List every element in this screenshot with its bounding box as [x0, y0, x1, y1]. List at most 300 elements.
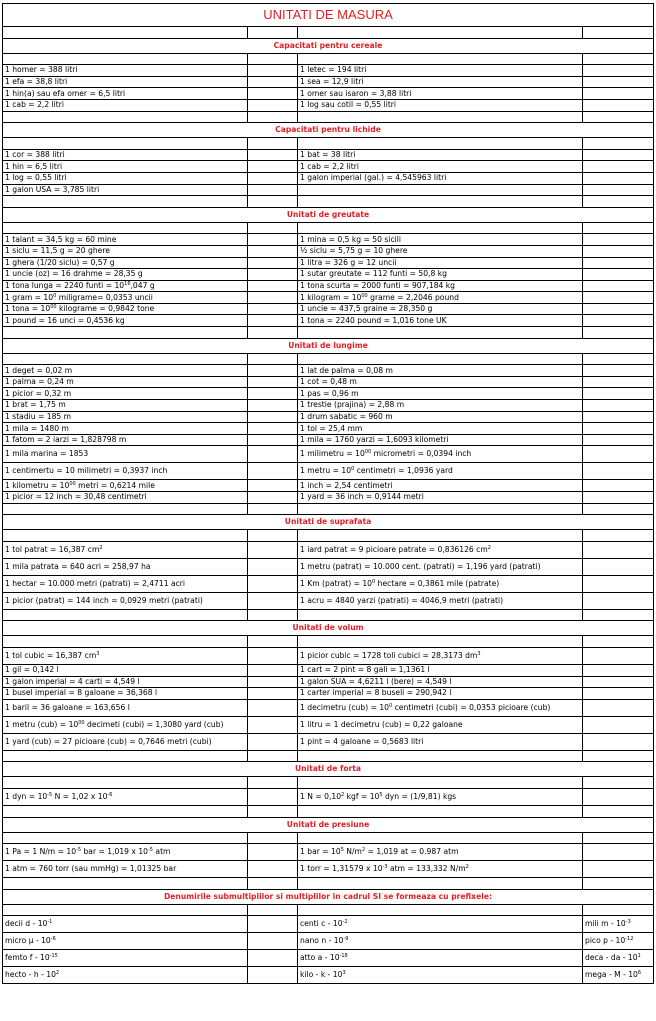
unit-row — [3, 376, 654, 388]
unit-row — [3, 411, 654, 423]
unit-cell-right: 1 tona scurta = 2000 funti = 907,184 kg — [298, 280, 583, 292]
prefix-cell: atto a - $10^{-18}$ — [298, 950, 583, 967]
exponent: -3 — [382, 864, 388, 871]
empty-cell — [248, 861, 298, 878]
unit-cell-left: 1 deget = 0,02 m — [3, 365, 248, 377]
empty-cell — [583, 558, 654, 575]
unit-row — [3, 647, 654, 664]
unit-row — [3, 480, 654, 492]
empty-cell — [248, 530, 298, 542]
empty-cell — [298, 138, 583, 150]
empty-cell — [248, 636, 298, 648]
unit-cell-right: 1 iard patrat = 9 picioare patrate = 0,836126 $cm^2$ — [298, 541, 583, 558]
unit-cell-right: 1 mina = 0,5 kg = 50 sicili — [298, 234, 583, 246]
unit-cell-right: 1 letec = 194 litri — [298, 65, 583, 77]
prefix-row — [3, 916, 654, 933]
exponent: -9 — [343, 936, 349, 943]
empty-cell — [248, 750, 298, 762]
empty-cell — [583, 184, 654, 196]
exponent: -15 — [49, 953, 58, 960]
empty-cell — [583, 388, 654, 400]
empty-cell — [583, 463, 654, 480]
unit-row — [3, 172, 654, 184]
exponent: -6 — [50, 936, 56, 943]
superscript: 3 — [477, 650, 481, 657]
empty-cell — [298, 805, 583, 817]
empty-cell — [583, 423, 654, 435]
unit-row — [3, 558, 654, 575]
empty-cell — [583, 149, 654, 161]
empty-cell — [248, 844, 298, 861]
section-header-row — [3, 38, 654, 53]
empty-cell — [298, 503, 583, 515]
empty-cell — [248, 234, 298, 246]
unit-cell-right: 1 uncie = 437,5 graine = 28,350 g — [298, 303, 583, 315]
unit-cell-left: 1 Pa = 1 $N/m = 10^{-5}$ bar = 1,019 x $10^{-5}$ atm — [3, 844, 248, 861]
empty-cell — [3, 503, 248, 515]
prefix-cell: centi c - $10^{-2}$ — [298, 916, 583, 933]
empty-cell — [583, 805, 654, 817]
empty-cell — [583, 280, 654, 292]
unit-row — [3, 245, 654, 257]
empty-cell — [583, 65, 654, 77]
empty-cell — [248, 503, 298, 515]
section-header-row — [3, 889, 654, 904]
empty-cell — [248, 575, 298, 592]
unit-cell-right: 1 torr = 1,31579 x $10^{-3}$ atm = 133,332 $N/m^2$ — [298, 861, 583, 878]
unit-cell-right: 1 kilogram = $10^{00}$ grame = 2,2046 pound — [298, 292, 583, 304]
section-header-row — [3, 338, 654, 353]
empty-cell — [248, 805, 298, 817]
unit-cell-left: 1 tol patrat = 16,387 $cm^2$ — [3, 541, 248, 558]
empty-cell — [248, 172, 298, 184]
title-row — [3, 4, 654, 27]
unit-cell-right: 1 bar = $10^5$ $N/m^2 = 1,019$ at = 0.987 atm — [298, 844, 583, 861]
empty-cell — [248, 53, 298, 65]
empty-cell — [3, 904, 248, 916]
unit-cell-right: 1 carter imperial = 8 buseli = 290,942 l — [298, 688, 583, 700]
empty-cell — [583, 904, 654, 916]
empty-cell — [583, 327, 654, 339]
exponent: 0 — [389, 702, 393, 709]
empty-cell — [3, 27, 248, 39]
unit-row — [3, 861, 654, 878]
unit-row — [3, 76, 654, 88]
exponent: 5 — [379, 791, 383, 798]
unit-cell-right: 1 galon imperial (gal.) = 4,545963 litri — [298, 172, 583, 184]
empty-cell — [583, 861, 654, 878]
unit-row — [3, 400, 654, 412]
unit-row — [3, 716, 654, 733]
empty-cell — [248, 832, 298, 844]
unit-row — [3, 575, 654, 592]
section-header: Unitati de lungime — [3, 338, 654, 353]
unit-cell-right: 1 omer sau isaron = 3,88 litri — [298, 88, 583, 100]
section-header: Denumirile submultiplilor si multiplilor in cadrul SI se formeaza cu prefixele: — [3, 889, 654, 904]
unit-cell-right: 1 cot = 0,48 m — [298, 376, 583, 388]
empty-cell — [248, 149, 298, 161]
unit-row — [3, 788, 654, 805]
empty-cell — [248, 699, 298, 716]
unit-cell-left: 1 yard (cub) = 27 picioare (cub) = 0,7646 metri (cubi) — [3, 733, 248, 750]
section-header-row — [3, 621, 654, 636]
empty-cell — [298, 353, 583, 365]
empty-cell — [248, 904, 298, 916]
empty-cell — [298, 530, 583, 542]
empty-cell — [3, 111, 248, 123]
empty-cell — [583, 541, 654, 558]
unit-cell-right: 1 inch = 2,54 centimetri — [298, 480, 583, 492]
exponent: -12 — [625, 936, 634, 943]
empty-cell — [248, 788, 298, 805]
empty-cell — [583, 99, 654, 111]
unit-cell-left: 1 mila = 1480 m — [3, 423, 248, 435]
section-header-row — [3, 762, 654, 777]
unit-cell-left: 1 tona = $10^{00}$ kilograme = 0,9842 tone — [3, 303, 248, 315]
exponent: 1 — [637, 953, 641, 960]
empty-cell — [583, 88, 654, 100]
unit-row — [3, 388, 654, 400]
empty-cell — [248, 434, 298, 446]
unit-cell-right: 1 yard = 36 inch = 0,9144 metri — [298, 492, 583, 504]
empty-cell — [248, 353, 298, 365]
empty-cell — [248, 76, 298, 88]
prefix-cell: kilo - k - $10^3$ — [298, 967, 583, 984]
spacer-row — [3, 222, 654, 234]
unit-cell-left: 1 tol cubic = 16,387 $cm^3$ — [3, 647, 248, 664]
superscript: 3 — [96, 650, 100, 657]
unit-cell-right — [298, 184, 583, 196]
unit-cell-left: 1 centimertu = 10 milimetri = 0,3937 inch — [3, 463, 248, 480]
unit-cell-left: 1 log = 0,55 litri — [3, 172, 248, 184]
exponent: 00 — [69, 480, 76, 487]
empty-cell — [248, 365, 298, 377]
section-header: Unitati de presiune — [3, 817, 654, 832]
empty-cell — [3, 222, 248, 234]
spacer-row — [3, 805, 654, 817]
unit-cell-left: 1 siclu = 11,5 g = 20 ghere — [3, 245, 248, 257]
empty-cell — [248, 592, 298, 609]
empty-cell — [3, 777, 248, 789]
empty-cell — [583, 27, 654, 39]
unit-cell-right: ½ siclu = 5,75 g = 10 ghere — [298, 245, 583, 257]
empty-cell — [298, 27, 583, 39]
empty-cell — [248, 196, 298, 208]
empty-cell — [583, 196, 654, 208]
prefix-cell: hecto - h - $10^2$ — [3, 967, 248, 984]
unit-cell-left: 1 talant = 34,5 kg = 60 mine — [3, 234, 248, 246]
unit-row — [3, 257, 654, 269]
empty-cell — [583, 257, 654, 269]
empty-cell — [583, 446, 654, 463]
empty-cell — [583, 733, 654, 750]
empty-cell — [248, 492, 298, 504]
unit-cell-right: 1 bat = 38 litri — [298, 149, 583, 161]
empty-cell — [583, 111, 654, 123]
unit-cell-left: 1 galon imperial = 4 carti = 4,549 l — [3, 676, 248, 688]
unit-cell-left: 1 stadiu = 185 m — [3, 411, 248, 423]
unit-row — [3, 234, 654, 246]
unit-cell-right: 1 pint = 4 galoane = 0,5683 litri — [298, 733, 583, 750]
empty-cell — [248, 967, 298, 984]
unit-cell-right: 1 drum sabatic = 960 m — [298, 411, 583, 423]
unit-cell-right: 1 sutar greutate = 112 funti = 50,8 kg — [298, 269, 583, 281]
unit-cell-left: 1 kilometru = $10^{00}$ metri = 0,6214 mile — [3, 480, 248, 492]
spacer-row — [3, 777, 654, 789]
unit-cell-left: 1 brat = 1,75 m — [3, 400, 248, 412]
unit-cell-left: 1 fatom = 2 iarzi = 1,828798 m — [3, 434, 248, 446]
spacer-row — [3, 111, 654, 123]
prefix-cell: deca - da - $10^1$ — [583, 950, 654, 967]
spacer-row — [3, 27, 654, 39]
unit-cell-right: 1 $N = 0,10^2$ kgf = $10^5$ dyn = (1/9,81) kgs — [298, 788, 583, 805]
empty-cell — [248, 558, 298, 575]
empty-cell — [248, 257, 298, 269]
empty-cell — [248, 933, 298, 950]
empty-cell — [583, 365, 654, 377]
unit-row — [3, 365, 654, 377]
unit-cell-right: 1 pas = 0,96 m — [298, 388, 583, 400]
empty-cell — [248, 280, 298, 292]
empty-cell — [248, 303, 298, 315]
empty-cell — [248, 664, 298, 676]
empty-cell — [248, 138, 298, 150]
empty-cell — [583, 664, 654, 676]
empty-cell — [248, 27, 298, 39]
spacer-row — [3, 138, 654, 150]
unit-cell-left: 1 ghera (1/20 siclu) = 0,57 g — [3, 257, 248, 269]
empty-cell — [298, 878, 583, 890]
prefix-row — [3, 967, 654, 984]
exponent: -5 — [47, 791, 53, 798]
empty-cell — [248, 245, 298, 257]
unit-row — [3, 463, 654, 480]
section-header: Unitati de suprafata — [3, 515, 654, 530]
empty-cell — [248, 676, 298, 688]
empty-cell — [583, 234, 654, 246]
unit-cell-right: 1 lat de palma = 0,08 m — [298, 365, 583, 377]
empty-cell — [248, 446, 298, 463]
empty-cell — [583, 503, 654, 515]
spacer-row — [3, 832, 654, 844]
empty-cell — [248, 609, 298, 621]
empty-cell — [583, 575, 654, 592]
unit-cell-left: 1 picior = 0,32 m — [3, 388, 248, 400]
empty-cell — [298, 222, 583, 234]
spacer-row — [3, 609, 654, 621]
exponent: 0 — [351, 466, 355, 473]
unit-cell-right: 1 litra = 326 g = 12 uncii — [298, 257, 583, 269]
unit-row — [3, 664, 654, 676]
unit-row — [3, 292, 654, 304]
empty-cell — [298, 53, 583, 65]
empty-cell — [583, 878, 654, 890]
unit-row — [3, 269, 654, 281]
exponent: 0 — [53, 292, 57, 299]
empty-cell — [583, 750, 654, 762]
empty-cell — [298, 636, 583, 648]
empty-cell — [248, 777, 298, 789]
exponent: 00 — [78, 719, 85, 726]
empty-cell — [583, 788, 654, 805]
exponent: 3 — [342, 970, 346, 977]
empty-cell — [583, 592, 654, 609]
empty-cell — [583, 269, 654, 281]
unit-cell-right: 1 picior cubic = 1728 toli cubici = 28,3173 $dm^3$ — [298, 647, 583, 664]
empty-cell — [248, 65, 298, 77]
section-header: Unitati de greutate — [3, 207, 654, 222]
empty-cell — [248, 161, 298, 173]
unit-cell-left: 1 hin = 6,5 litri — [3, 161, 248, 173]
section-header-row — [3, 207, 654, 222]
exponent: 16 — [124, 280, 131, 287]
empty-cell — [298, 327, 583, 339]
section-header-row — [3, 817, 654, 832]
unit-cell-left: 1 tona lunga = 2240 funti = $10^{16},047$ g — [3, 280, 248, 292]
unit-row — [3, 65, 654, 77]
empty-cell — [248, 292, 298, 304]
spacer-row — [3, 196, 654, 208]
section-header: Unitati de forta — [3, 762, 654, 777]
empty-cell — [583, 844, 654, 861]
unit-cell-left: 1 mila patrata = 640 acri = 258,97 ha — [3, 558, 248, 575]
spacer-row — [3, 750, 654, 762]
exponent: 0 — [372, 578, 376, 585]
exponent: 2 — [465, 864, 469, 871]
unit-cell-right: 1 cart = 2 pint = 8 gali = 1,1361 l — [298, 664, 583, 676]
spacer-row — [3, 353, 654, 365]
section-header-row — [3, 123, 654, 138]
unit-row — [3, 184, 654, 196]
unit-row — [3, 699, 654, 716]
empty-cell — [248, 733, 298, 750]
page-title: UNITATI DE MASURA — [3, 4, 654, 27]
empty-cell — [248, 423, 298, 435]
exponent: -5 — [76, 847, 82, 854]
empty-cell — [583, 480, 654, 492]
unit-cell-left: 1 picior = 12 inch = 30,48 centimetri — [3, 492, 248, 504]
exponent: 00 — [364, 449, 372, 456]
empty-cell — [248, 950, 298, 967]
empty-cell — [583, 315, 654, 327]
empty-cell — [3, 609, 248, 621]
empty-cell — [583, 699, 654, 716]
unit-cell-left: 1 mila marina = 1853 — [3, 446, 248, 463]
unit-cell-right: 1 milimetru = $10^{00}$ micrometri = 0,0394 inch — [298, 446, 583, 463]
exponent: -6 — [107, 791, 113, 798]
exponent: -18 — [339, 953, 348, 960]
empty-cell — [298, 904, 583, 916]
empty-cell — [248, 222, 298, 234]
spacer-row — [3, 878, 654, 890]
empty-cell — [248, 916, 298, 933]
exponent: 00 — [50, 304, 57, 311]
empty-cell — [248, 327, 298, 339]
prefix-cell: mega - M - $10^6$ — [583, 967, 654, 984]
empty-cell — [583, 636, 654, 648]
superscript: 2 — [487, 544, 491, 551]
section-header: Capacitati pentru lichide — [3, 123, 654, 138]
exponent: -2 — [342, 919, 348, 926]
empty-cell — [583, 353, 654, 365]
empty-cell — [248, 388, 298, 400]
exponent: 2 — [341, 791, 345, 798]
unit-cell-left: 1 hectar = 10.000 metri (patrati) = 2,4711 acri — [3, 575, 248, 592]
exponent: 2 — [361, 847, 366, 854]
empty-cell — [3, 353, 248, 365]
exponent: 2 — [55, 970, 60, 977]
empty-cell — [583, 292, 654, 304]
empty-cell — [583, 245, 654, 257]
unit-cell-left: 1 gram = $10^0$ miligrame= 0,0353 uncii — [3, 292, 248, 304]
unit-cell-right: 1 decimetru $(cub) = 10^0$ centimetri (cubi) = 0,0353 picioare (cub) — [298, 699, 583, 716]
exponent: -3 — [625, 919, 631, 926]
empty-cell — [583, 303, 654, 315]
prefix-cell: decii d - $10^{-1}$ — [3, 916, 248, 933]
unit-cell-left: 1 efa = 38,8 litri — [3, 76, 248, 88]
empty-cell — [298, 750, 583, 762]
unit-row — [3, 592, 654, 609]
empty-cell — [248, 376, 298, 388]
section-header: Capacitati pentru cereale — [3, 38, 654, 53]
unit-row — [3, 280, 654, 292]
unit-row — [3, 149, 654, 161]
spacer-row — [3, 503, 654, 515]
prefix-cell: mili m - $10^{-3}$ — [583, 916, 654, 933]
empty-cell — [583, 138, 654, 150]
empty-cell — [3, 805, 248, 817]
unit-cell-right: 1 litru = 1 decimetru (cub) = 0,22 galoane — [298, 716, 583, 733]
unit-row — [3, 434, 654, 446]
unit-cell-left: 1 atm = 760 torr (sau mmHg) = 1,01325 bar — [3, 861, 248, 878]
unit-row — [3, 161, 654, 173]
empty-cell — [248, 480, 298, 492]
unit-cell-left: 1 busel imperial = 8 galoane = 36,368 l — [3, 688, 248, 700]
empty-cell — [583, 647, 654, 664]
empty-cell — [3, 530, 248, 542]
prefix-cell: femto f - $10^{-15}$ — [3, 950, 248, 967]
empty-cell — [583, 716, 654, 733]
unit-cell-right: 1 sea = 12,9 litri — [298, 76, 583, 88]
empty-cell — [298, 111, 583, 123]
unit-cell-left: 1 cor = 388 litri — [3, 149, 248, 161]
unit-row — [3, 99, 654, 111]
unit-row — [3, 423, 654, 435]
empty-cell — [583, 676, 654, 688]
unit-cell-left: 1 pound = 16 unci = 0,4536 kg — [3, 315, 248, 327]
empty-cell — [583, 222, 654, 234]
spacer-row — [3, 327, 654, 339]
unit-cell-left: 1 metru $(cub) = 10^{00}$ decimeti (cubi) = 1,3080 yard (cub) — [3, 716, 248, 733]
unit-cell-left: 1 homer = 388 litri — [3, 65, 248, 77]
empty-cell — [298, 609, 583, 621]
empty-cell — [583, 492, 654, 504]
prefix-cell: pico p - $10^{-12}$ — [583, 933, 654, 950]
unit-row — [3, 88, 654, 100]
unit-row — [3, 492, 654, 504]
prefix-row — [3, 933, 654, 950]
empty-cell — [298, 832, 583, 844]
units-table — [2, 3, 654, 984]
empty-cell — [583, 172, 654, 184]
unit-row — [3, 733, 654, 750]
empty-cell — [248, 878, 298, 890]
section-header: Unitati de volum — [3, 621, 654, 636]
empty-cell — [583, 53, 654, 65]
empty-cell — [248, 269, 298, 281]
empty-cell — [3, 878, 248, 890]
unit-cell-left: 1 palma = 0,24 m — [3, 376, 248, 388]
